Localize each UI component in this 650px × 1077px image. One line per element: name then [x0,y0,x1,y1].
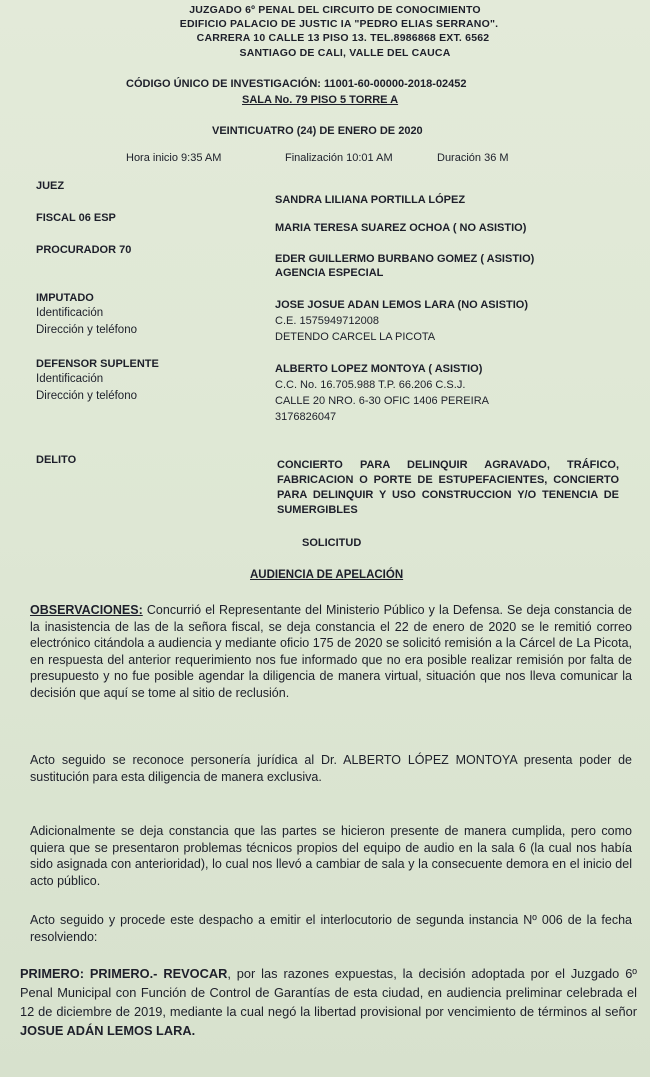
duration: Duración 36 M [437,152,509,164]
investigation-code: CÓDIGO ÚNICO DE INVESTIGACIÓN: 11001-60-00000-2018-02452 [126,78,467,90]
defender-phone: 3176826047 [275,411,337,423]
court-building: EDIFICIO PALACIO DE JUSTIC IA "PEDRO ELIAS SERRANO". [179,18,499,30]
ruling-text: , por las razones expuestas, la decisión adoptada por el Juzgado 6º Penal Municipal con Función de Control de Garantías de esta ciudad, en audiencia preliminar celebrada el 12 de diciembre de 2019, mediante la cual negó la libertad provisional por vencimiento de términos al señor [20,966,637,1019]
observations-text: Concurrió el Representante del Ministerio Público y la Defensa. Se deja constancia de la inasistencia de las de la señora fiscal, se deja constancia el 22 de enero de 2020 se le remitió correo electrónico citándola a audiencia y mediante oficio 175 de 2020 se solicitó remisión a la Cárcel de La Picota, en respuesta del anterior requerimiento nos fue informado que no era posible realizar remisión por falta de presupuesto y no fue posible agendar la diligencia de manera virtual, situación que nos lleva comunicar la decisión que aquí se tome al sitio de reclusión. [30,603,632,700]
court-address: CARRERA 10 CALLE 13 PISO 13. TEL.8986868 EXT. 6562 [196,32,490,44]
judge-value: SANDRA LILIANA PORTILLA LÓPEZ [275,194,466,206]
accused-value: JOSE JOSUE ADAN LEMOS LARA (NO ASISTIO) [275,299,529,311]
request-heading: SOLICITUD [302,537,362,549]
defender-id: C.C. No. 16.705.988 T.P. 66.206 C.S.J. [275,379,466,391]
prosecutor-label: FISCAL 06 ESP [36,212,116,224]
hearing-type-heading: AUDIENCIA DE APELACIÓN [250,569,404,581]
procurator-label: PROCURADOR 70 [36,244,132,256]
room-number: SALA No. 79 PISO 5 TORRE A [242,94,399,106]
ruling-label: PRIMERO: PRIMERO.- REVOCAR [20,966,228,981]
defender-address: CALLE 20 NRO. 6-30 OFIC 1406 PEREIRA [275,395,489,407]
end-time: Finalización 10:01 AM [285,152,393,164]
offense-value: CONCIERTO PARA DELINQUIR AGRAVADO, TRÁFICO, FABRICACION O PORTE DE ESTUPEFACIENTES, CONCIERTO PARA DELINQUIR Y USO CONSTRUCCION Y/O TENENCIA DE SUMERGIBLES [277,459,619,516]
start-time: Hora inicio 9:35 AM [126,152,222,164]
paragraph-technical-issues: Adicionalmente se deja constancia que las partes se hicieron presente de manera cumplida, pero como quiera que se presentaron problemas técnicos propios del equipo de audio en la sala 6 (la cual nos había sido asignada con anterioridad), lo cual nos llevó a cambiar de sala y la consecuente demora en el inicio del acto público. [30,824,632,888]
offense-label: DELITO [36,454,77,466]
paragraph-ruling-intro: Acto seguido y procede este despacho a emitir el interlocutorio de segunda instancia Nº 006 de la fecha resolviendo: [30,913,632,944]
defender-id-label: Identificación [36,373,104,385]
observations-paragraph [30,602,632,701]
court-name: JUZGADO 6º PENAL DEL CIRCUITO DE CONOCIMIENTO [189,4,481,16]
procurator-value: EDER GUILLERMO BURBANO GOMEZ ( ASISTIO) [275,253,535,265]
court-city: SANTIAGO DE CALI, VALLE DEL CAUCA [239,47,451,59]
accused-id-label: Identificación [36,307,104,319]
defender-address-label: Dirección y teléfono [36,390,137,402]
accused-address-label: Dirección y teléfono [36,324,137,336]
defender-label: DEFENSOR SUPLENTE [36,358,159,370]
procurator-agency: AGENCIA ESPECIAL [275,267,384,279]
accused-address: DETENDO CARCEL LA PICOTA [275,331,436,343]
accused-id: C.E. 1575949712008 [275,315,379,327]
paragraph-representation: Acto seguido se reconoce personería jurídica al Dr. ALBERTO LÓPEZ MONTOYA presenta poder de sustitución para esta diligencia de manera exclusiva. [30,753,632,784]
defender-value: ALBERTO LOPEZ MONTOYA ( ASISTIO) [275,363,483,375]
observations-label: OBSERVACIONES: [30,603,143,617]
prosecutor-value: MARIA TERESA SUAREZ OCHOA ( NO ASISTIO) [275,222,527,234]
judge-label: JUEZ [36,180,65,192]
ruling-accused-name: JOSUE ADÁN LEMOS LARA. [20,1023,196,1038]
ruling-paragraph [20,964,637,1040]
accused-label: IMPUTADO [36,292,94,304]
hearing-date: VEINTICUATRO (24) DE ENERO DE 2020 [212,125,423,137]
